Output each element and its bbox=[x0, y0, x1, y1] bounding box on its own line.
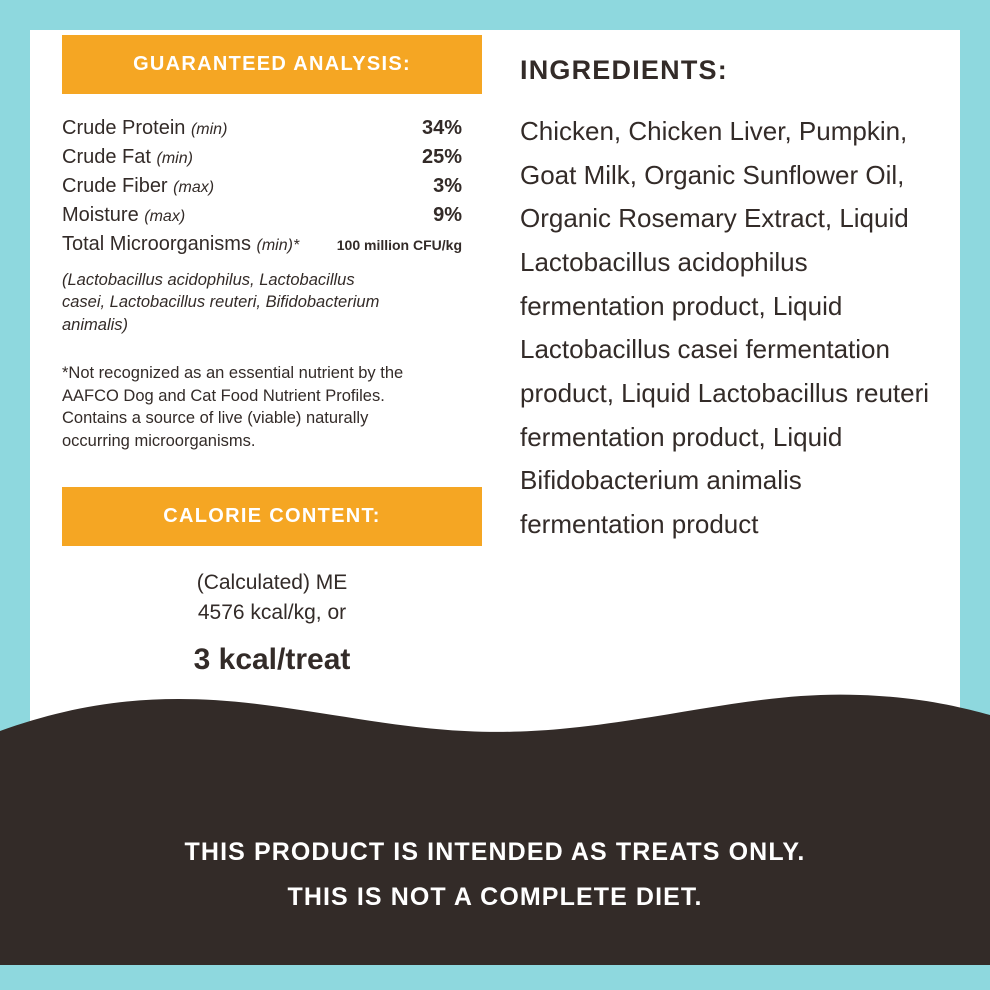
ingredients-heading: INGREDIENTS: bbox=[520, 55, 728, 85]
calorie-per-treat: 3 kcal/treat bbox=[193, 642, 351, 676]
nutrient-qualifier: (max) bbox=[144, 208, 186, 225]
left-column bbox=[62, 35, 482, 677]
nutrient-qualifier: (min) bbox=[156, 150, 193, 167]
nutrient-label: Crude Protein bbox=[62, 117, 186, 139]
disclaimer-line-2: THIS IS NOT A COMPLETE DIET. bbox=[287, 883, 703, 911]
calorie-heading-wrap bbox=[62, 487, 482, 546]
wave-divider bbox=[0, 685, 990, 745]
calorie-content-block bbox=[62, 568, 482, 677]
nutrient-label: Moisture bbox=[62, 204, 139, 226]
table-row bbox=[62, 230, 462, 259]
right-column bbox=[520, 55, 940, 547]
disclaimer-line-1: THIS PRODUCT IS INTENDED AS TREATS ONLY. bbox=[184, 838, 806, 866]
nutrient-qualifier: (max) bbox=[173, 179, 215, 196]
nutrient-value: 25% bbox=[421, 146, 462, 168]
aafco-footnote: *Not recognized as an essential nutrient by the AAFCO Dog and Cat Food Nutrient Profiles. Contains a source of live (viable) naturally occurring microorganisms. bbox=[62, 363, 404, 451]
table-row bbox=[62, 201, 462, 230]
nutrient-label: Crude Fiber bbox=[62, 175, 168, 197]
calorie-line-1: (Calculated) ME bbox=[196, 570, 348, 594]
nutrient-qualifier: (min) bbox=[190, 121, 228, 138]
nutrient-qualifier: (min)* bbox=[256, 237, 300, 254]
nutrient-label: Total Microorganisms bbox=[62, 233, 251, 255]
cultures-list: (Lactobacillus acidophilus, Lactobacillus casei, Lactobacillus reuteri, Bifidobacterium animalis) bbox=[62, 271, 380, 334]
table-row bbox=[62, 172, 462, 201]
ingredients-list: Chicken, Chicken Liver, Pumpkin, Goat Milk, Organic Sunflower Oil, Organic Rosemary Extract, Liquid Lactobacillus acidophilus fermentation product, Liquid Lactobacillus casei fermentation product, Liquid Lactobacillus reuteri fermentation product, Liquid Bifidobacterium animalis fermentation product bbox=[520, 116, 930, 540]
table-row bbox=[62, 114, 462, 143]
nutrient-value: 9% bbox=[433, 204, 462, 226]
nutrient-value: 100 million CFU/kg bbox=[336, 237, 462, 253]
nutrient-value: 3% bbox=[433, 175, 462, 197]
guaranteed-analysis-heading: GUARANTEED ANALYSIS: bbox=[62, 35, 482, 94]
nutrient-label: Crude Fat bbox=[62, 146, 151, 168]
calorie-content-heading: CALORIE CONTENT: bbox=[62, 487, 482, 546]
guaranteed-analysis-table bbox=[62, 114, 462, 259]
table-row bbox=[62, 143, 462, 172]
calorie-line-2: 4576 kcal/kg, or bbox=[197, 601, 347, 625]
nutrient-value: 34% bbox=[421, 117, 462, 139]
